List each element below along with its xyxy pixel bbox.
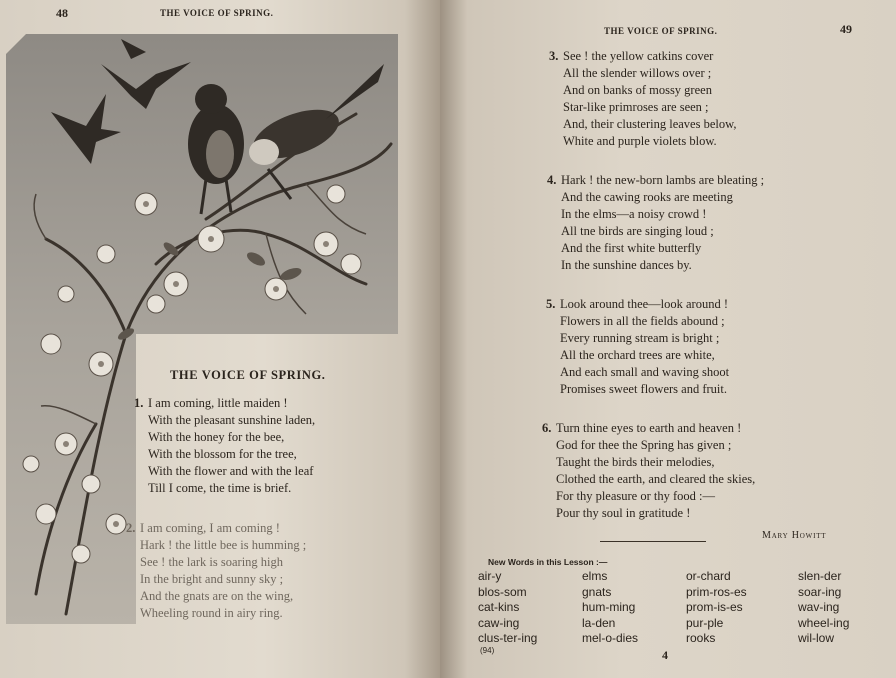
poem-line: White and purple violets blow. — [563, 134, 717, 148]
poem-line: All tne birds are singing loud ; — [561, 224, 714, 238]
author-name: Mary Howitt — [762, 530, 827, 541]
divider-rule — [600, 541, 706, 542]
stanza-1 — [134, 395, 316, 497]
right-running-head: THE VOICE OF SPRING. — [604, 26, 718, 36]
new-words-column-4 — [798, 569, 849, 647]
left-page-number: 48 — [56, 6, 68, 20]
poem-line: Hark ! the little bee is humming ; — [140, 538, 307, 552]
vocab-word: gnats — [582, 584, 612, 599]
vocab-word: blos-som — [478, 584, 527, 599]
poem-line: Clothed the earth, and cleared the skies, — [556, 472, 756, 486]
stanza-number: 3. — [549, 49, 559, 63]
vocab-word: or-chard — [686, 569, 731, 583]
poem-line: God for thee the Spring has given ; — [556, 438, 732, 452]
poem-line: See ! the lark is soaring high — [140, 555, 284, 569]
poem-line: In the sunshine dances by. — [561, 258, 692, 272]
poem-line: And the cawing rooks are meeting — [561, 190, 733, 204]
poem-line: With the blossom for the tree, — [148, 447, 297, 461]
vocab-word: elms — [582, 569, 608, 583]
poem-line: All the slender willows over ; — [563, 66, 712, 80]
poem-line: Taught the birds their melodies, — [556, 455, 715, 469]
poem-line: In the elms—a noisy crowd ! — [561, 207, 707, 221]
poem-line: All the orchard trees are white, — [560, 348, 715, 362]
vocab-word: mel-o-dies — [582, 631, 639, 645]
poem-line: Till I come, the time is brief. — [148, 481, 292, 495]
poem-line: For thy pleasure or thy food :— — [556, 489, 716, 503]
vocab-word: rooks — [686, 631, 716, 645]
poem-line: Star-like primroses are seen ; — [563, 100, 709, 114]
new-words-column-2 — [582, 569, 638, 647]
stanza-5 — [546, 296, 730, 398]
stanza-number: 6. — [542, 421, 552, 435]
left-running-head: THE VOICE OF SPRING. — [160, 8, 274, 18]
poem-title: THE VOICE OF SPRING. — [170, 368, 326, 382]
vocab-word: air-y — [478, 569, 502, 583]
footer-note: (94) — [480, 646, 495, 655]
vocab-word: soar-ing — [798, 584, 842, 599]
vocab-word: slen-der — [798, 569, 842, 583]
poem-line: In the bright and sunny sky ; — [140, 572, 284, 586]
poem-line: With the pleasant sunshine laden, — [148, 413, 316, 427]
vocab-word: cat-kins — [478, 600, 520, 614]
vocab-word: la-den — [582, 615, 616, 630]
vocab-word: clus-ter-ing — [478, 631, 538, 645]
vocab-word: prom-is-es — [686, 600, 743, 614]
vocab-word: caw-ing — [478, 615, 520, 630]
left-page — [0, 0, 440, 678]
stanza-6 — [542, 420, 756, 522]
poem-line: With the honey for the bee, — [148, 430, 285, 444]
signature-number: 4 — [662, 648, 668, 662]
poem-line: And the first white butterfly — [561, 241, 702, 255]
vocab-word: hum-ming — [582, 600, 636, 614]
poem-line: Promises sweet flowers and fruit. — [560, 382, 727, 396]
new-words-column-1 — [478, 569, 537, 647]
vocab-word: wil-low — [798, 631, 834, 645]
poem-line: Every running stream is bright ; — [560, 331, 720, 345]
new-words-heading: New Words in this Lesson :— — [488, 557, 608, 567]
poem-line: And the gnats are on the wing, — [140, 589, 294, 603]
poem-line: Hark ! the new-born lambs are bleating ; — [561, 173, 765, 187]
poem-line: And each small and waving shoot — [560, 365, 730, 379]
right-page-number: 49 — [840, 22, 852, 36]
poem-line: Look around thee—look around ! — [560, 297, 729, 311]
stanza-number: 2. — [126, 521, 136, 535]
stanza-number: 1. — [134, 396, 144, 410]
poem-line: Wheeling round in airy ring. — [140, 606, 283, 620]
vocab-word: prim-ros-es — [686, 584, 747, 599]
vocab-word: wav-ing — [798, 600, 840, 614]
poem-line: See ! the yellow catkins cover — [563, 49, 714, 63]
poem-line: Flowers in all the fields abound ; — [560, 314, 725, 328]
vocab-word: pur-ple — [686, 615, 724, 630]
vocab-word: wheel-ing — [798, 615, 850, 630]
stanza-number: 4. — [547, 173, 557, 187]
poem-line: I am coming, little maiden ! — [148, 396, 288, 410]
poem-line: And on banks of mossy green — [563, 83, 712, 97]
poem-line: Pour thy soul in gratitude ! — [556, 506, 691, 520]
stanza-3 — [549, 48, 737, 150]
poem-line: I am coming, I am coming ! — [140, 521, 280, 535]
new-words-column-3 — [686, 569, 747, 647]
poem-line: With the flower and with the leaf — [148, 464, 314, 478]
poem-line: And, their clustering leaves below, — [563, 117, 737, 131]
stanza-4 — [547, 172, 765, 274]
stanza-2 — [126, 520, 307, 622]
stanza-number: 5. — [546, 297, 556, 311]
poem-line: Turn thine eyes to earth and heaven ! — [556, 421, 742, 435]
